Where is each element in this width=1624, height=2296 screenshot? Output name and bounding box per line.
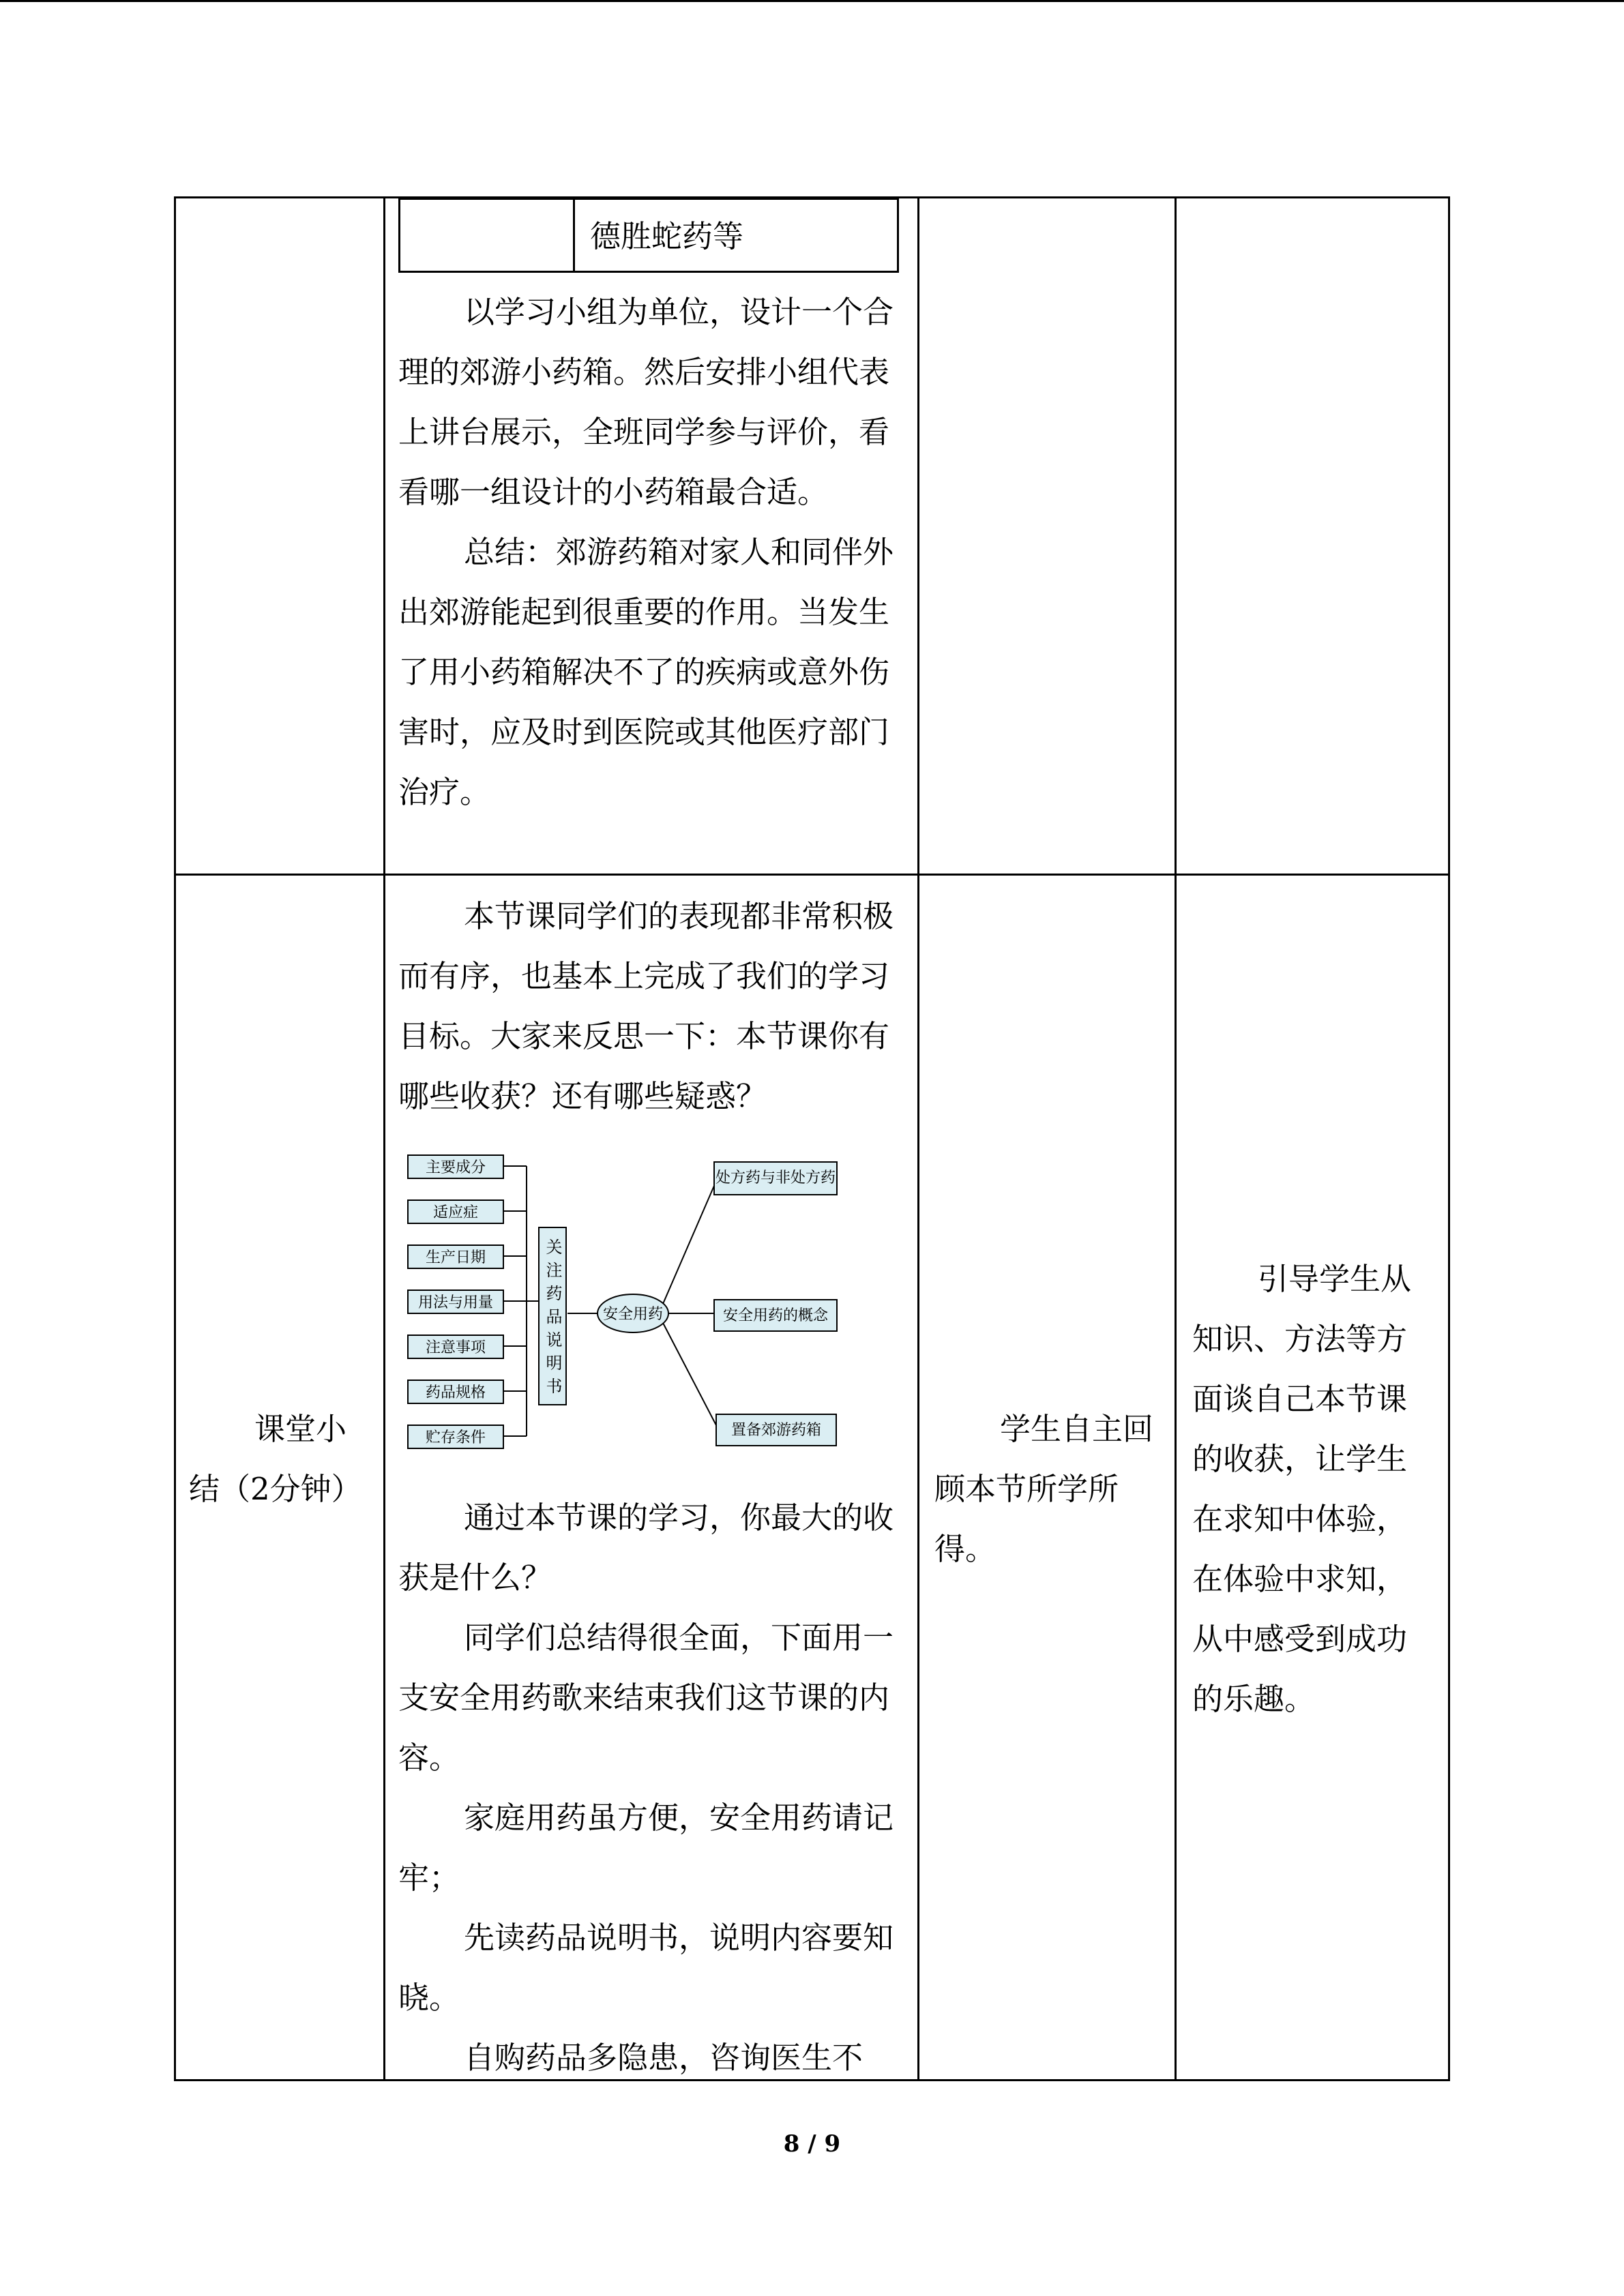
diagram-item: 安全用药的概念 [722, 1307, 829, 1324]
paragraph: 本节课同学们的表现都非常积极而有序，也基本上完成了我们的学习目标。大家来反思一下：本节课你有哪些收获？还有哪些疑惑？ [398, 898, 894, 1114]
row-divider [174, 874, 1450, 876]
knowledge-diagram [383, 1152, 861, 1480]
col-divider-3 [1175, 196, 1177, 2081]
student-activity: 学生自主回顾本节所学所得。 [934, 1411, 1154, 1567]
diagram-item: 适应症 [432, 1204, 479, 1221]
diagram-center: 安全用药 [602, 1306, 664, 1323]
nested-table-cell: 德胜蛇药等 [590, 218, 744, 254]
paragraph: 通过本节课的学习，你最大的收获是什么？ [398, 1500, 894, 1596]
diagram-item: 主要成分 [425, 1159, 486, 1176]
paragraph: 同学们总结得很全面，下面用一支安全用药歌来结束我们这节课的内容。 [398, 1620, 894, 1776]
col-divider-1 [383, 196, 385, 2081]
nested-table [398, 198, 899, 273]
diagram-item: 用法与用量 [417, 1294, 494, 1311]
row1-content [398, 282, 900, 822]
stage-label: 课堂小结（2分钟） [189, 1411, 362, 1507]
diagram-item: 药品规格 [425, 1384, 486, 1401]
row2-content-bottom [398, 1488, 900, 2088]
page-number: 8 / 9 [783, 2130, 841, 2158]
diagram-middle-label: 关注药品说明书 [543, 1238, 562, 1401]
nested-table-divider [573, 200, 575, 271]
design-intent: 引导学生从知识、方法等方面谈自己本节课的收获，让学生在求知中体验，在体验中求知，从中感受到成功的乐趣。 [1192, 1261, 1412, 1717]
diagram-item: 生产日期 [425, 1249, 486, 1266]
paragraph: 以学习小组为单位，设计一个合理的郊游小药箱。然后安排小组代表上讲台展示，全班同学参与评价，看看哪一组设计的小药箱最合适。 [398, 294, 894, 510]
diagram-item: 处方药与非处方药 [715, 1169, 836, 1187]
paragraph: 自购药品多隐患，咨询医生不 [464, 2040, 863, 2076]
col-divider-2 [917, 196, 919, 2081]
paragraph: 先读药品说明书，说明内容要知晓。 [398, 1920, 894, 2016]
paragraph: 总结：郊游药箱对家人和同伴外出郊游能起到很重要的作用。当发生了用小药箱解决不了的疾病或意外伤害时，应及时到医院或其他医疗部门治疗。 [398, 534, 894, 810]
row2-content-top [398, 886, 900, 1127]
diagram-item: 置备郊游药箱 [730, 1422, 822, 1439]
paragraph: 家庭用药虽方便，安全用药请记牢； [398, 1800, 894, 1896]
diagram-item: 贮存条件 [425, 1429, 486, 1446]
top-border [0, 0, 1624, 2]
diagram-item: 注意事项 [425, 1339, 486, 1356]
